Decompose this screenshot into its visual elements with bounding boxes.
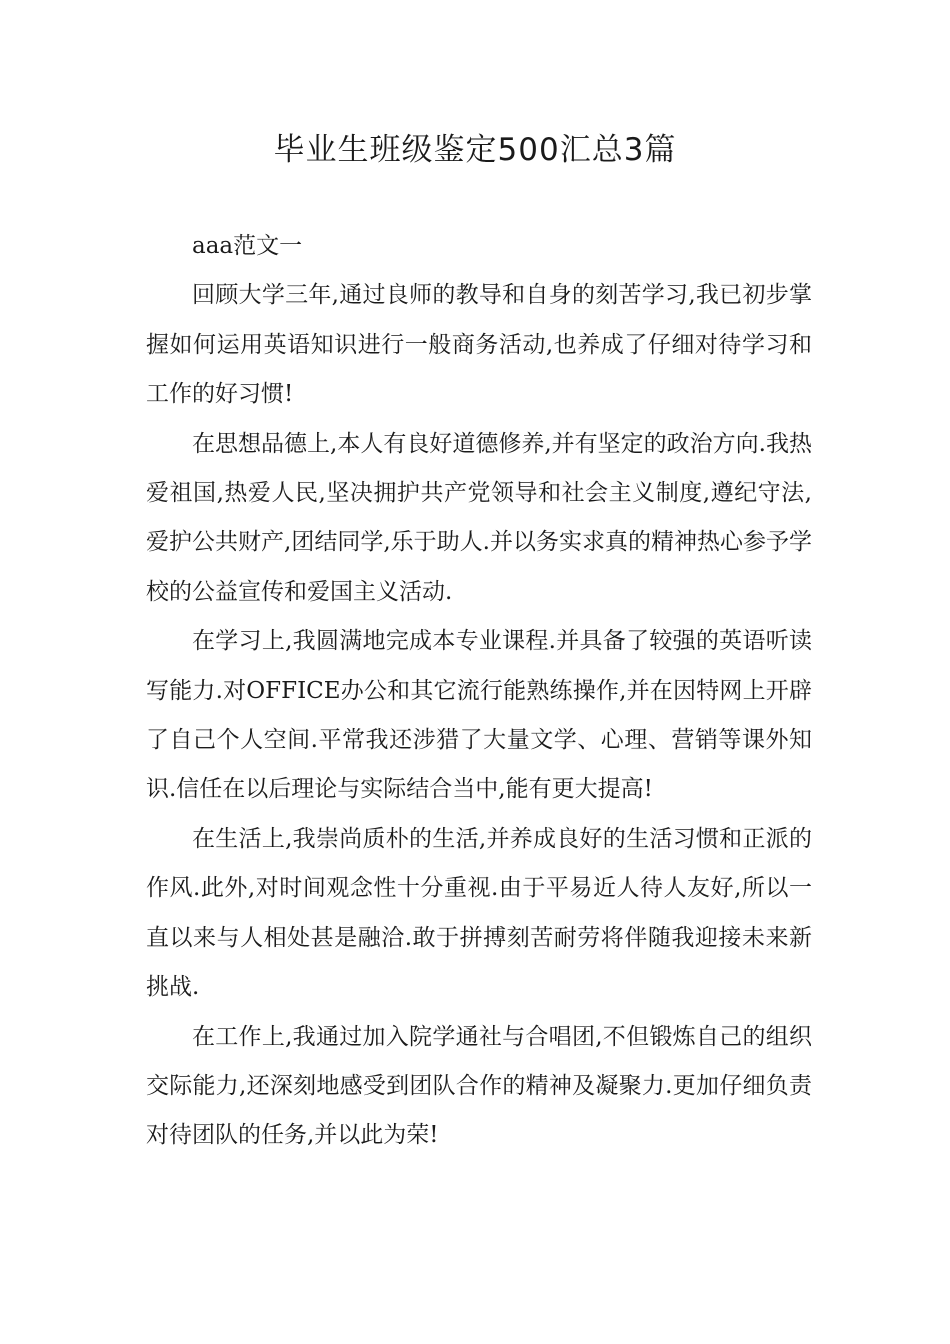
document-title: 毕业生班级鉴定500汇总3篇 — [273, 132, 677, 168]
paragraph-morality: 在思想品德上,本人有良好道德修养,并有坚定的政治方向.我热爱祖国,热爱人民,坚决拥护共产党领导和社会主义制度,遵纪守法,爱护公共财产,团结同学,乐于助人.并以务实求真的精神热心参予学校的公益宣传和爱国主义活动. — [146, 430, 812, 605]
paragraph-life: 在生活上,我崇尚质朴的生活,并养成良好的生活习惯和正派的作风.此外,对时间观念性十分重视.由于平易近人待人友好,所以一直以来与人相处甚是融洽.敢于拼搏刻苦耐劳将伴随我迎接未来新挑战. — [146, 825, 812, 1001]
section-label: aaa范文一 — [192, 233, 303, 259]
paragraph-review: 回顾大学三年,通过良师的教导和自身的刻苦学习,我已初步掌握如何运用英语知识进行一般商务活动,也养成了仔细对待学习和工作的好习惯! — [146, 282, 812, 408]
paragraph-work: 在工作上,我通过加入院学通社与合唱团,不但锻炼自己的组织交际能力,还深刻地感受到团队合作的精神及凝聚力.更加仔细负责对待团队的任务,并以此为荣! — [146, 1023, 812, 1149]
document-body — [146, 222, 812, 1161]
paragraph-study: 在学习上,我圆满地完成本专业课程.并具备了较强的英语听读写能力.对OFFICE办公和其它流行能熟练操作,并在因特网上开辟了自己个人空间.平常我还涉猎了大量文学、心理、营销等课外知识.信任在以后理论与实际结合当中,能有更大提高! — [146, 628, 812, 803]
